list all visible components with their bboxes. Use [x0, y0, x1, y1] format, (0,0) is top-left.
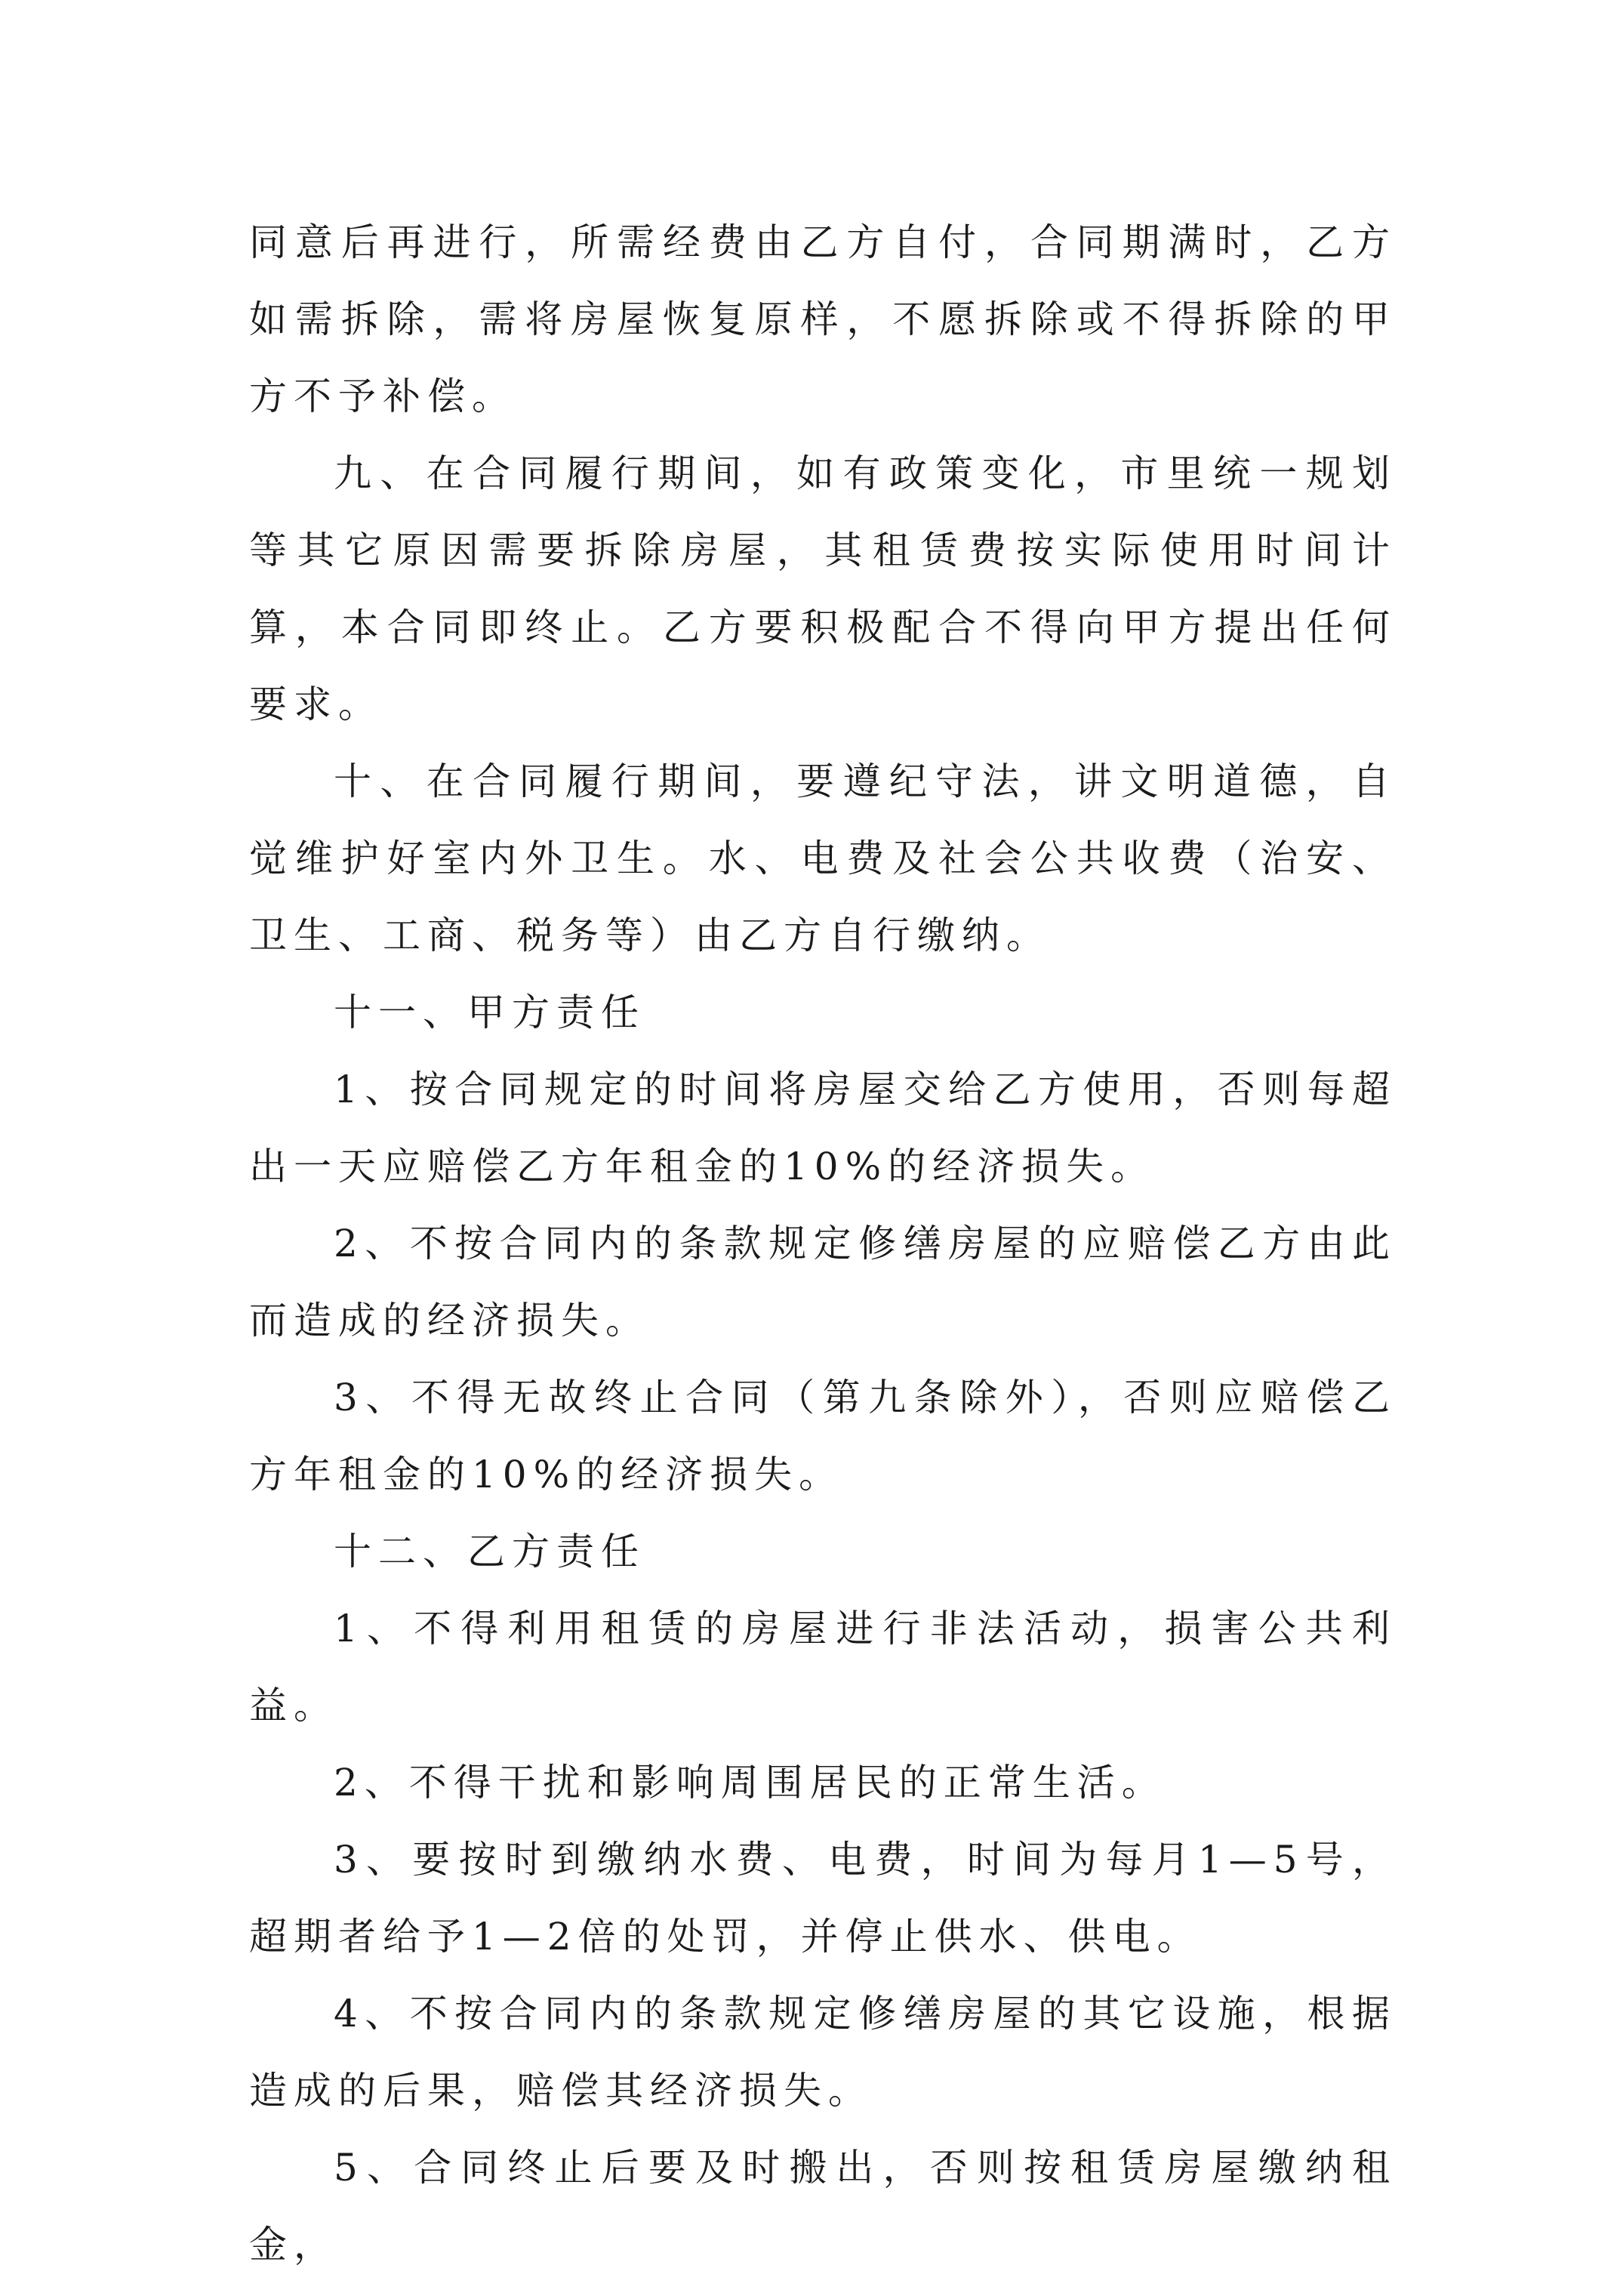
paragraph-party-a-item-2: 2、不按合同内的条款规定修缮房屋的应赔偿乙方由此而造成的经济损失。	[249, 1222, 1397, 1342]
paragraph-party-b-item-2: 2、不得干扰和影响周围居民的正常生活。	[334, 1761, 1166, 1804]
paragraph-party-b-item-3: 3、要按时到缴纳水费、电费，时间为每月1—5号，超期者给予1—2倍的处罚，并停止供水、供电。	[249, 1838, 1397, 1959]
paragraph-party-b-item-5: 5、合同终止后要及时搬出，否则按租赁房屋缴纳租金，	[249, 2146, 1397, 2267]
contract-body	[249, 204, 1397, 2283]
paragraph-party-a-item-3: 3、不得无故终止合同（第九条除外），否则应赔偿乙方年租金的10%的经济损失。	[249, 1376, 1397, 1496]
paragraph-party-a-item-1: 1、按合同规定的时间将房屋交给乙方使用，否则每超出一天应赔偿乙方年租金的10%的经济损失。	[249, 1068, 1397, 1188]
paragraph-renovation-cost: 同意后再进行，所需经费由乙方自付，合同期满时，乙方如需拆除，需将房屋恢复原样，不愿拆除或不得拆除的甲方不予补偿。	[249, 220, 1397, 418]
paragraph-party-b-item-4: 4、不按合同内的条款规定修缮房屋的其它设施，根据造成的后果，赔偿其经济损失。	[249, 1992, 1397, 2113]
paragraph-clause-10: 十、在合同履行期间，要遵纪守法，讲文明道德，自觉维护好室内外卫生。水、电费及社会公共收费（治安、卫生、工商、税务等）由乙方自行缴纳。	[249, 760, 1397, 957]
paragraph-clause-9: 九、在合同履行期间，如有政策变化，市里统一规划等其它原因需要拆除房屋，其租赁费按实际使用时间计算，本合同即终止。乙方要积极配合不得向甲方提出任何要求。	[249, 451, 1397, 726]
heading-clause-12-party-b-duties: 十二、乙方责任	[334, 1530, 645, 1573]
heading-clause-11-party-a-duties: 十一、甲方责任	[334, 991, 645, 1034]
paragraph-party-b-item-1: 1、不得利用租赁的房屋进行非法活动，损害公共利益。	[249, 1607, 1397, 1727]
